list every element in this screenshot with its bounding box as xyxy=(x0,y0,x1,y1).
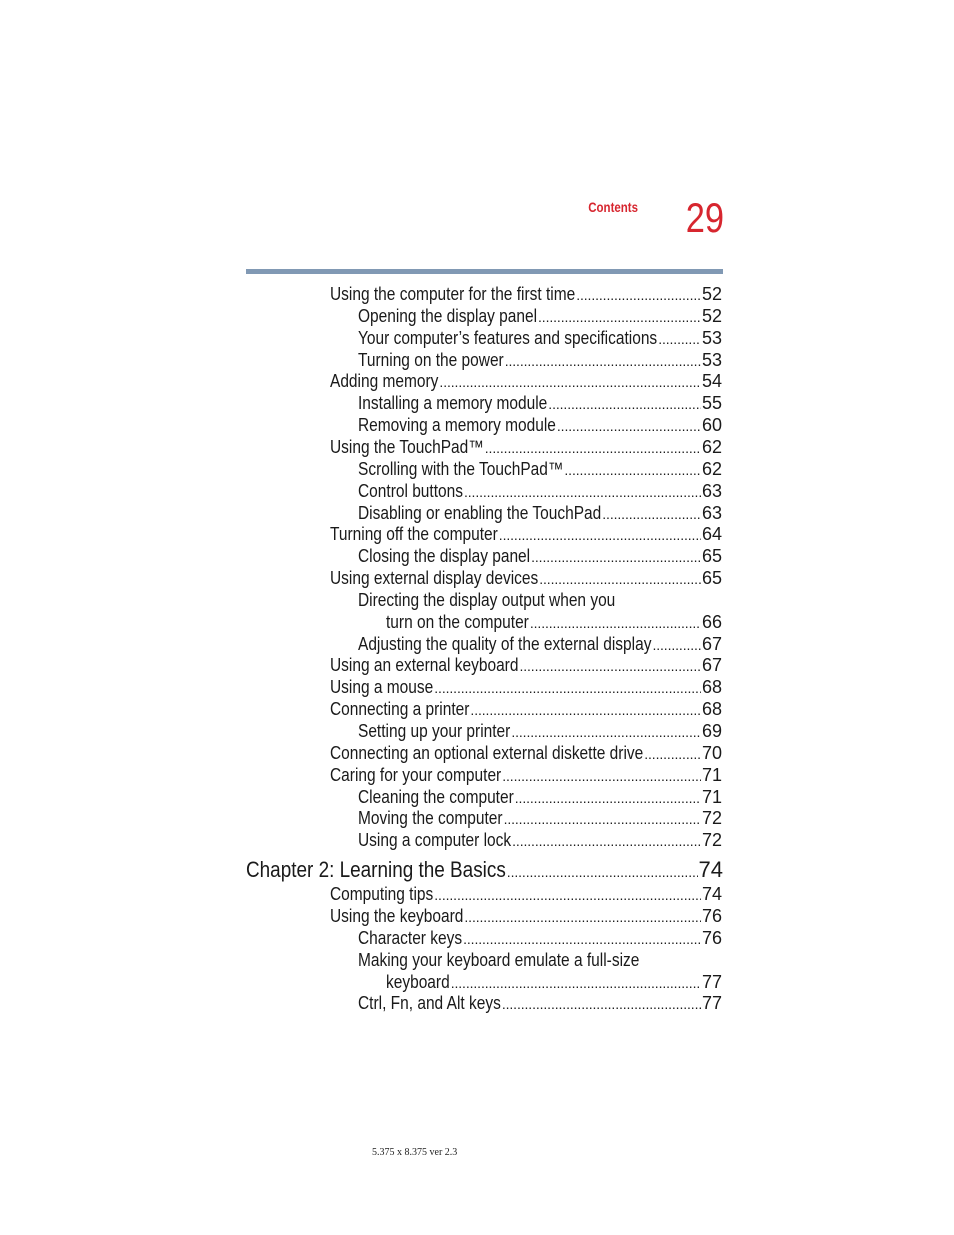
toc-entry[interactable] xyxy=(358,414,722,436)
toc-entry-title: Caring for your computer xyxy=(330,765,502,785)
dot-leader xyxy=(602,503,701,525)
toc-entry-title: Opening the display panel xyxy=(358,306,538,326)
toc-entry-page: 64 xyxy=(701,524,722,544)
toc-entry-page: 63 xyxy=(701,503,722,523)
dot-leader xyxy=(502,993,701,1015)
dot-leader xyxy=(576,284,701,306)
toc-entry-page: 68 xyxy=(701,699,722,719)
toc-entry-page: 53 xyxy=(701,328,722,348)
toc-entry-page: 65 xyxy=(701,546,722,566)
toc-entry[interactable] xyxy=(358,927,722,949)
dot-leader xyxy=(464,481,701,503)
toc-entry-page: 71 xyxy=(701,787,722,807)
toc-entry-title: Using the TouchPad™ xyxy=(330,437,484,457)
toc-entry[interactable] xyxy=(358,720,722,742)
dot-leader xyxy=(548,393,701,415)
toc-entry-title: Using the keyboard xyxy=(330,906,464,926)
dot-leader xyxy=(557,415,701,437)
dot-leader xyxy=(499,524,701,546)
toc-entry[interactable] xyxy=(330,283,722,305)
toc-entry-page: 67 xyxy=(701,655,722,675)
toc-entry-title: Character keys xyxy=(358,928,463,948)
toc-entry-page: 76 xyxy=(701,928,722,948)
toc-entry-title: Connecting an optional external diskette drive xyxy=(330,743,644,763)
dot-leader xyxy=(434,884,701,906)
dot-leader xyxy=(511,721,701,743)
toc-entry-page: 65 xyxy=(701,568,722,588)
dot-leader xyxy=(519,655,701,677)
toc-entry-page: 67 xyxy=(701,634,722,654)
toc-entry-title: Connecting a printer xyxy=(330,699,470,719)
toc-entry-title: Using an external keyboard xyxy=(330,655,519,675)
print-spec-footer: 5.375 x 8.375 ver 2.3 xyxy=(372,1147,458,1158)
toc-entry[interactable] xyxy=(330,905,722,927)
toc-entry-title: Scrolling with the TouchPad™ xyxy=(358,459,564,479)
toc-entry-page: 77 xyxy=(701,993,722,1013)
toc-entry-title: Cleaning the computer xyxy=(358,787,514,807)
toc-entry[interactable] xyxy=(358,992,722,1014)
toc-entry[interactable] xyxy=(358,807,722,829)
toc-entry[interactable] xyxy=(330,654,722,676)
dot-leader xyxy=(502,765,701,787)
toc-entry[interactable] xyxy=(330,436,722,458)
toc-entry[interactable] xyxy=(358,349,722,371)
toc-entry-title: Using a computer lock xyxy=(358,830,512,850)
dot-leader xyxy=(504,808,701,830)
toc-entry[interactable] xyxy=(330,523,722,545)
section-label: Contents xyxy=(588,199,638,215)
toc-entry-title: Removing a memory module xyxy=(358,415,556,435)
toc-entry[interactable] xyxy=(330,883,722,905)
toc-entry-page: 68 xyxy=(701,677,722,697)
page-number: 29 xyxy=(685,194,724,241)
toc-entry-page: 62 xyxy=(701,437,722,457)
toc-entry-page: 52 xyxy=(701,306,722,326)
toc-entry-title: Adding memory xyxy=(330,371,439,391)
toc-entry-title: Ctrl, Fn, and Alt keys xyxy=(358,993,501,1013)
toc-entry[interactable] xyxy=(358,502,722,524)
toc-entry[interactable] xyxy=(358,545,722,567)
toc-entry-title: keyboard xyxy=(386,972,450,992)
dot-leader xyxy=(463,928,701,950)
toc-entry-page: 69 xyxy=(701,721,722,741)
toc-entry[interactable] xyxy=(358,949,722,971)
dot-leader xyxy=(507,859,698,885)
dot-leader xyxy=(538,306,701,328)
toc-entry[interactable] xyxy=(386,971,722,993)
dot-leader xyxy=(451,972,701,994)
toc-entry[interactable] xyxy=(330,764,722,786)
toc-entry-title: Adjusting the quality of the external display xyxy=(358,634,652,654)
toc-entry-page: 77 xyxy=(701,972,722,992)
toc-entry-page: 72 xyxy=(701,830,722,850)
toc-entry[interactable] xyxy=(358,327,722,349)
toc-entry-page: 53 xyxy=(701,350,722,370)
toc-entry[interactable] xyxy=(358,458,722,480)
dot-leader xyxy=(564,459,701,481)
dot-leader xyxy=(434,677,701,699)
toc-entry[interactable] xyxy=(330,676,722,698)
toc-entry-page: 74 xyxy=(701,884,722,904)
toc-entry[interactable] xyxy=(358,305,722,327)
toc-entry-title: Setting up your printer xyxy=(358,721,511,741)
toc-entry-title: turn on the computer xyxy=(386,612,529,632)
toc-entry[interactable] xyxy=(358,786,722,808)
toc-entry-title: Computing tips xyxy=(330,884,434,904)
toc-entry-title: Using external display devices xyxy=(330,568,539,588)
toc-entry[interactable] xyxy=(358,829,722,851)
dot-leader xyxy=(464,906,701,928)
toc-entry-page: 54 xyxy=(701,371,722,391)
dot-leader xyxy=(658,328,701,350)
toc-entry[interactable] xyxy=(330,742,722,764)
dot-leader xyxy=(512,830,701,852)
toc-entry-page: 52 xyxy=(701,284,722,304)
dot-leader xyxy=(530,612,701,634)
toc-entry[interactable] xyxy=(358,480,722,502)
toc-entry[interactable] xyxy=(330,370,722,392)
toc-entry-title: Turning on the power xyxy=(358,350,504,370)
toc-entry-title: Directing the display output when you xyxy=(358,590,616,610)
toc-entry-page: 74 xyxy=(698,857,723,882)
toc-entry[interactable] xyxy=(330,567,722,589)
dot-leader xyxy=(531,546,701,568)
toc-entry[interactable] xyxy=(358,392,722,414)
toc-entry-title: Turning off the computer xyxy=(330,524,498,544)
toc-entry-title: Chapter 2: Learning the Basics xyxy=(246,857,506,882)
toc-entry-title: Moving the computer xyxy=(358,808,503,828)
dot-leader xyxy=(439,371,701,393)
dot-leader xyxy=(539,568,701,590)
toc-entry-title: Making your keyboard emulate a full-size xyxy=(358,950,640,970)
toc-entry[interactable] xyxy=(386,611,722,633)
toc-entry-page: 72 xyxy=(701,808,722,828)
toc-entry-page: 70 xyxy=(701,743,722,763)
toc-entry-page: 60 xyxy=(701,415,722,435)
toc-entry-title: Installing a memory module xyxy=(358,393,548,413)
toc-entry-page: 63 xyxy=(701,481,722,501)
dot-leader xyxy=(515,787,701,809)
toc-entry-title: Disabling or enabling the TouchPad xyxy=(358,503,602,523)
dot-leader xyxy=(485,437,701,459)
dot-leader xyxy=(470,699,701,721)
dot-leader xyxy=(652,634,701,656)
toc-entry-title: Your computer’s features and specifications xyxy=(358,328,658,348)
toc-entry-title: Closing the display panel xyxy=(358,546,531,566)
toc-entry-page: 62 xyxy=(701,459,722,479)
toc-entry-title: Using the computer for the first time xyxy=(330,284,576,304)
toc-entry-page: 66 xyxy=(701,612,722,632)
dot-leader xyxy=(644,743,701,765)
toc-entry[interactable] xyxy=(330,698,722,720)
toc-entry-page: 76 xyxy=(701,906,722,926)
toc-entry-page: 71 xyxy=(701,765,722,785)
toc-entry[interactable] xyxy=(358,589,722,611)
toc-entry-title: Using a mouse xyxy=(330,677,434,697)
toc-entry[interactable] xyxy=(358,633,722,655)
toc-entry-page: 55 xyxy=(701,393,722,413)
toc-chapter-entry[interactable] xyxy=(246,857,723,883)
toc-entry-title: Control buttons xyxy=(358,481,463,501)
dot-leader xyxy=(505,350,701,372)
